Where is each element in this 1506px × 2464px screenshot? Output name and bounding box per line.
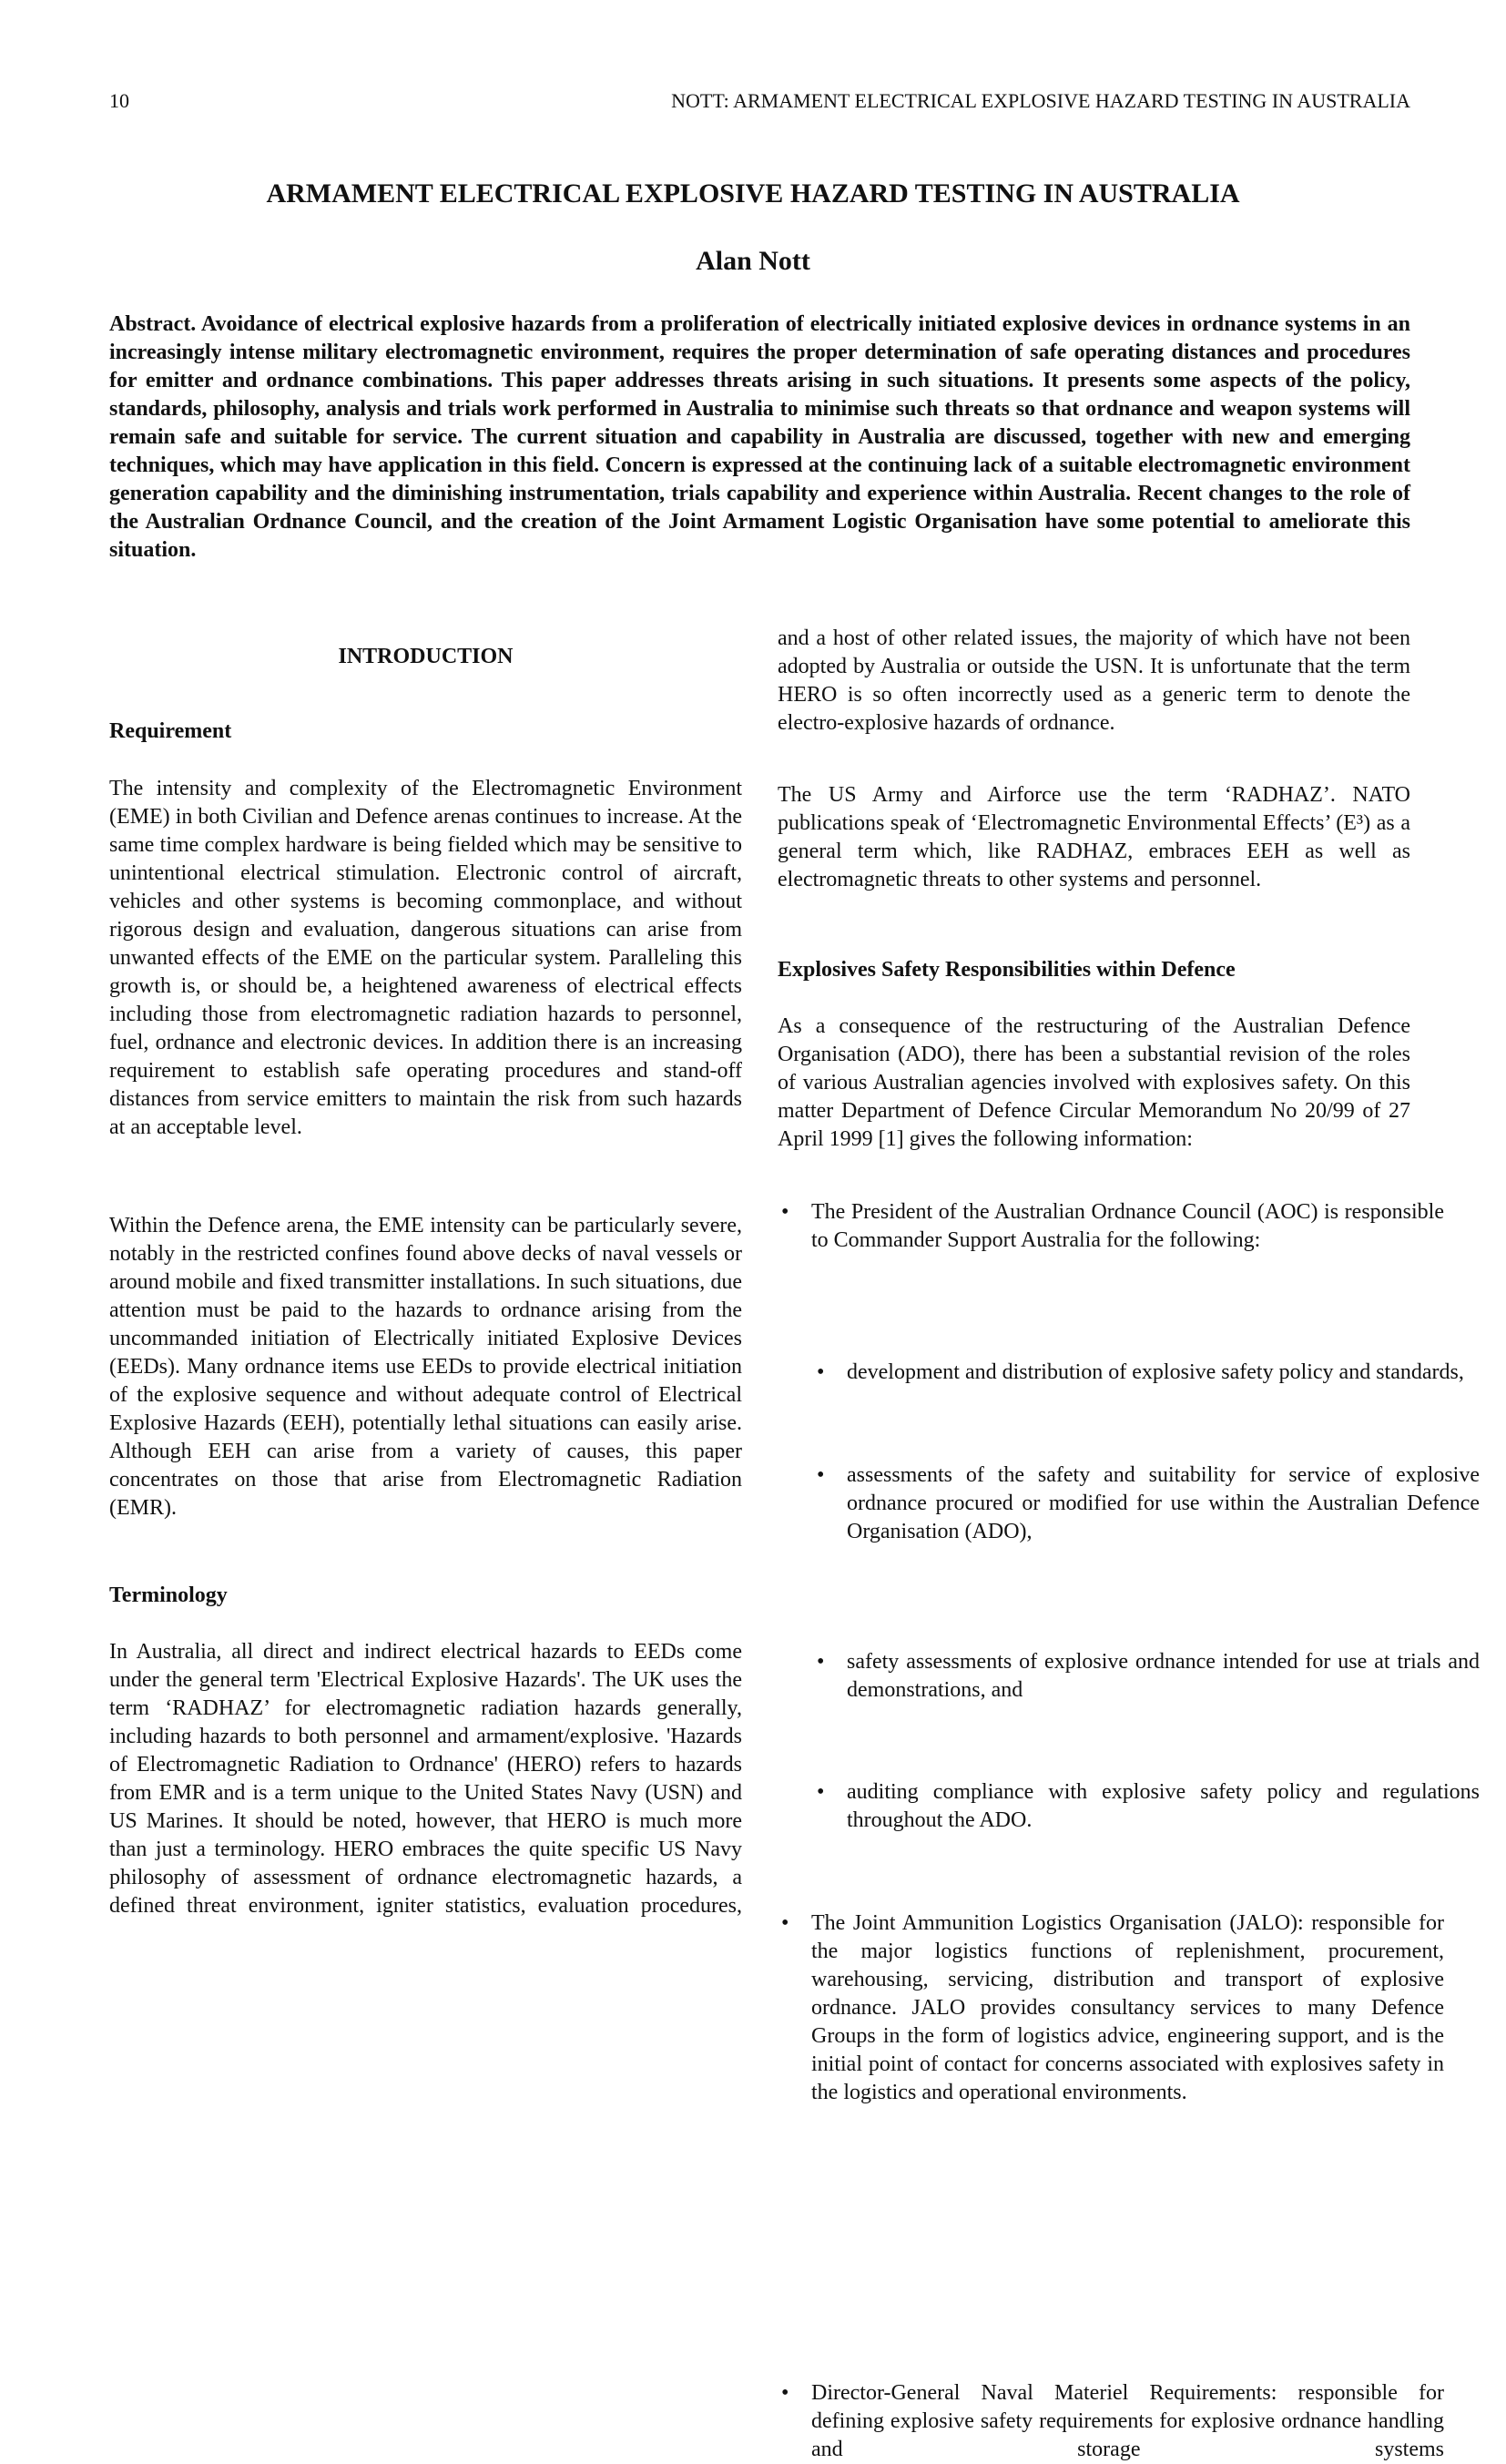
paragraph: and a host of other related issues, the majority of which have not been adopted by Australia or outside the USN. It is unfortunate that the term HERO is so often incorrectly used as a generic term to denote the electro-explosive hazards of ordnance. (778, 626, 1410, 735)
bullet-item: • Director-General Naval Materiel Requirements: responsible for defining explosive safety requirements for explosive ordnance handling and storage systems (778, 2379, 1444, 2464)
paragraph: The US Army and Airforce use the term ‘RADHAZ’. NATO publications speak of ‘Electromagnetic Environmental Effects’ (E³) as a general term which, like RADHAZ, embraces EEH as well as electromagnetic threats to other systems and personnel. (778, 783, 1410, 891)
requirement-heading: Requirement (109, 719, 232, 743)
sub-bullet-item: • development and distribution of explosive safety policy and standards, (778, 1359, 1480, 1387)
author-name: Alan Nott (696, 246, 810, 276)
sub-bullet-item: • assessments of the safety and suitability for service of explosive ordnance procured or modified for use within the Australian Defence Organisation (ADO), (778, 1461, 1480, 1546)
paragraph: As a consequence of the restructuring of the Australian Defence Organisation (ADO), there has been a substantial revision of the roles of various Australian agencies involved with explosives safety. On this matter Department of Defence Circular Memorandum No 20/99 of 27 April 1999 [1] gives the following information: (778, 1014, 1410, 1151)
paper-title: ARMAMENT ELECTRICAL EXPLOSIVE HAZARD TESTING IN AUSTRALIA (266, 178, 1240, 209)
paragraph: In Australia, all direct and indirect electrical hazards to EEDs come under the general term 'Electrical Explosive Hazards'. The UK uses the term ‘RADHAZ’ for electromagnetic radiation hazards generally, including hazards to both personnel and armament/explosive. 'Hazards of Electromagnetic Radiation to Ordnance' (HERO) refers to hazards from EMR and is a term unique to the United States Navy (USN) and US Marines. It should be noted, however, that HERO is much more than just a terminology. HERO embraces the quite specific US Navy philosophy of assessment of ordnance electromagnetic hazards, a defined threat environment, igniter statistics, evaluation procedures, (109, 1640, 742, 1918)
terminology-heading: Terminology (109, 1583, 228, 1607)
paragraph: Within the Defence arena, the EME intensity can be particularly severe, notably in the restricted confines found above decks of naval vessels or around mobile and fixed transmitter installations. In such situations, due attention must be paid to the hazards to ordnance arising from the uncommanded initiation of Electrically initiated Explosive Devices (EEDs). Many ordnance items use EEDs to provide electrical initiation of the explosive sequence and without adequate control of Electrical Explosive Hazards (EEH), potentially lethal situations can easily arise. Although EEH can arise from a variety of causes, this paper concentrates on those that arise from Electromagnetic Radiation (EMR). (109, 1214, 742, 1520)
running-head: NOTT: ARMAMENT ELECTRICAL EXPLOSIVE HAZARD TESTING IN AUSTRALIA (671, 89, 1410, 112)
bullet-item: • The President of the Australian Ordnance Council (AOC) is responsible to Commander Support Australia for the following: (778, 1198, 1444, 1255)
sub-bullet-item: • safety assessments of explosive ordnance intended for use at trials and demonstrations, and (778, 1648, 1480, 1705)
introduction-heading: INTRODUCTION (338, 645, 514, 668)
abstract: Abstract. Avoidance of electrical explosive hazards from a proliferation of electrically initiated explosive devices in ordnance systems in an increasingly intense military electromagnetic environment, requires the proper determination of safe operating distances and procedures for emitter and ordnance combinations. This paper addresses threats arising in such situations. It presents some aspects of the policy, standards, philosophy, analysis and trials work performed in Australia to minimise such threats so that ordnance and weapon systems will remain safe and suitable for service. The current situation and capability in Australia are discussed, together with new and emerging techniques, which may have application in this field. Concern is expressed at the continuing lack of a suitable electromagnetic environment generation capability and the diminishing instrumentation, trials capability and experience within Australia. Recent changes to the role of the Australian Ordnance Council, and the creation of the Joint Armament Logistic Organisation have some potential to ameliorate this situation. (109, 312, 1410, 562)
page-number: 10 (109, 89, 129, 112)
responsibilities-heading: Explosives Safety Responsibilities within Defence (778, 958, 1236, 982)
bullet-item: • The Joint Ammunition Logistics Organisation (JALO): responsible for the major logistics functions of replenishment, procurement, warehousing, servicing, distribution and transport of explosive ordnance. JALO provides consultancy services to many Defence Groups in the form of logistics advice, engineering support, and is the initial point of contact for concerns associated with explosives safety in the logistics and operational environments. (778, 1909, 1444, 2107)
paragraph: The intensity and complexity of the Electromagnetic Environment (EME) in both Civilian and Defence arenas continues to increase. At the same time complex hardware is being fielded which may be sensitive to unintentional electrical stimulation. Electronic control of aircraft, vehicles and other systems is becoming commonplace, and without rigorous design and evaluation, dangerous situations can arise from unwanted effects of the EME on the particular system. Paralleling this growth is, or should be, a heightened awareness of electrical effects including those from electromagnetic radiation hazards to personnel, fuel, ordnance and electronic devices. In addition there is an increasing requirement to establish safe operating procedures and stand-off distances from service emitters to maintain the risk from such hazards at an acceptable level. (109, 777, 742, 1139)
sub-bullet-item: • auditing compliance with explosive safety policy and regulations throughout the ADO. (778, 1778, 1480, 1835)
